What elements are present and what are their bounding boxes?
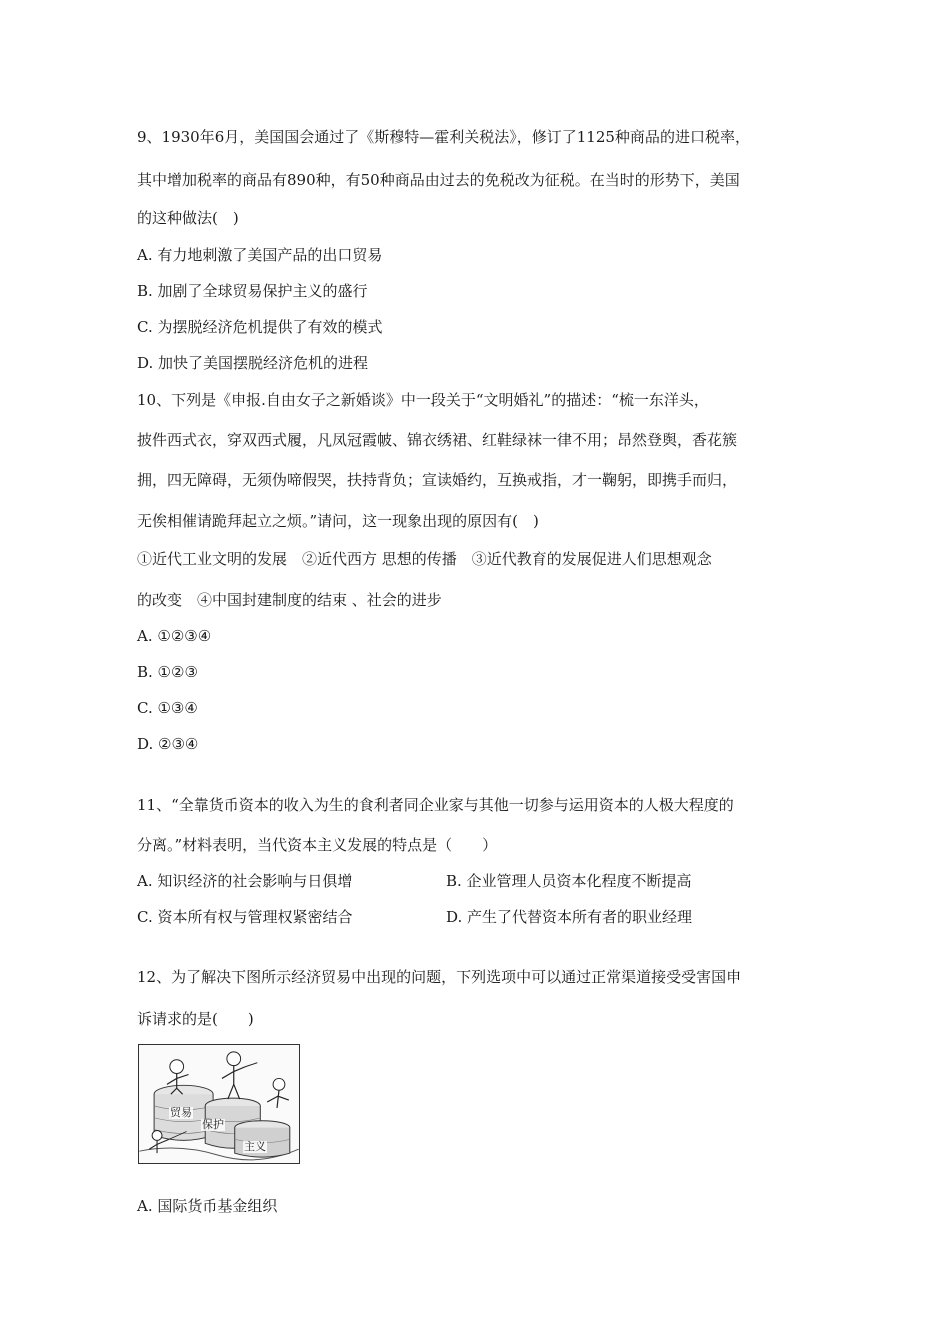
q10-option-a: A. ①②③④ <box>137 627 212 645</box>
q10-stem-line-1: 10、下列是《申报.自由女子之新婚谈》中一段关于“文明婚礼”的描述：“梳一东洋头， <box>137 391 709 409</box>
q12-stem-line-2: 诉请求的是( ) <box>137 1010 254 1028</box>
q9-stem-line-3: 的这种做法( ) <box>137 209 239 227</box>
q9-option-c: C. 为摆脱经济危机提供了有效的模式 <box>137 318 383 336</box>
q10-option-c: C. ①③④ <box>137 699 198 717</box>
q11-stem-line-1: 11、“全靠货币资本的收入为生的食利者同企业家与其他一切参与运用资本的人极大程度的 <box>137 796 734 814</box>
q10-statements-line-1: ①近代工业文明的发展 ②近代西方 思想的传播 ③近代教育的发展促进人们思想观念 <box>137 550 712 568</box>
cartoon-label-doctrine: 主义 <box>244 1140 266 1153</box>
q9-stem-line-1: 9、1930年6月，美国国会通过了《斯穆特—霍利关税法》，修订了1125种商品的进口税率， <box>137 128 750 146</box>
cartoon-label-protection: 保护 <box>202 1118 224 1131</box>
q9-option-d: D. 加快了美国摆脱经济危机的进程 <box>137 354 369 372</box>
q11-option-d: D. 产生了代替资本所有者的职业经理 <box>446 908 693 926</box>
q9-option-a: A. 有力地刺激了美国产品的出口贸易 <box>137 246 383 264</box>
q11-option-c: C. 资本所有权与管理权紧密结合 <box>137 908 353 926</box>
q12-option-a: A. 国际货币基金组织 <box>137 1197 278 1215</box>
q10-option-b: B. ①②③ <box>137 663 198 681</box>
q10-stem-line-2: 披件西式衣，穿双西式履，凡凤冠霞帔、锦衣绣裙、红鞋绿袜一律不用；昂然登舆，香花簇 <box>137 431 738 449</box>
q10-stem-line-4: 无俟相催请跪拜起立之烦。”请问，这一现象出现的原因有( ) <box>137 512 539 530</box>
q10-option-d: D. ②③④ <box>137 735 199 753</box>
cartoon-label-trade: 贸易 <box>170 1106 192 1119</box>
q11-option-a: A. 知识经济的社会影响与日俱增 <box>137 872 353 890</box>
q10-stem-line-3: 拥，四无障碍，无须伪啼假哭，扶持背负；宣读婚约，互换戒指，才一鞠躬，即携手而归， <box>137 471 738 489</box>
q11-option-b: B. 企业管理人员资本化程度不断提高 <box>446 872 692 890</box>
q9-stem-line-2: 其中增加税率的商品有890种，有50种商品由过去的免税改为征税。在当时的形势下，美国 <box>137 171 740 189</box>
trade-protectionism-cartoon <box>138 1044 300 1164</box>
q10-statements-line-2: 的改变 ④中国封建制度的结束 、社会的进步 <box>137 591 442 609</box>
q11-stem-line-2: 分离。”材料表明，当代资本主义发展的特点是（ ） <box>137 836 498 854</box>
q12-stem-line-1: 12、为了解决下图所示经济贸易中出现的问题，下列选项中可以通过正常渠道接受受害国申 <box>137 968 742 986</box>
cartoon-drawing <box>139 1045 299 1163</box>
q9-option-b: B. 加剧了全球贸易保护主义的盛行 <box>137 282 368 300</box>
